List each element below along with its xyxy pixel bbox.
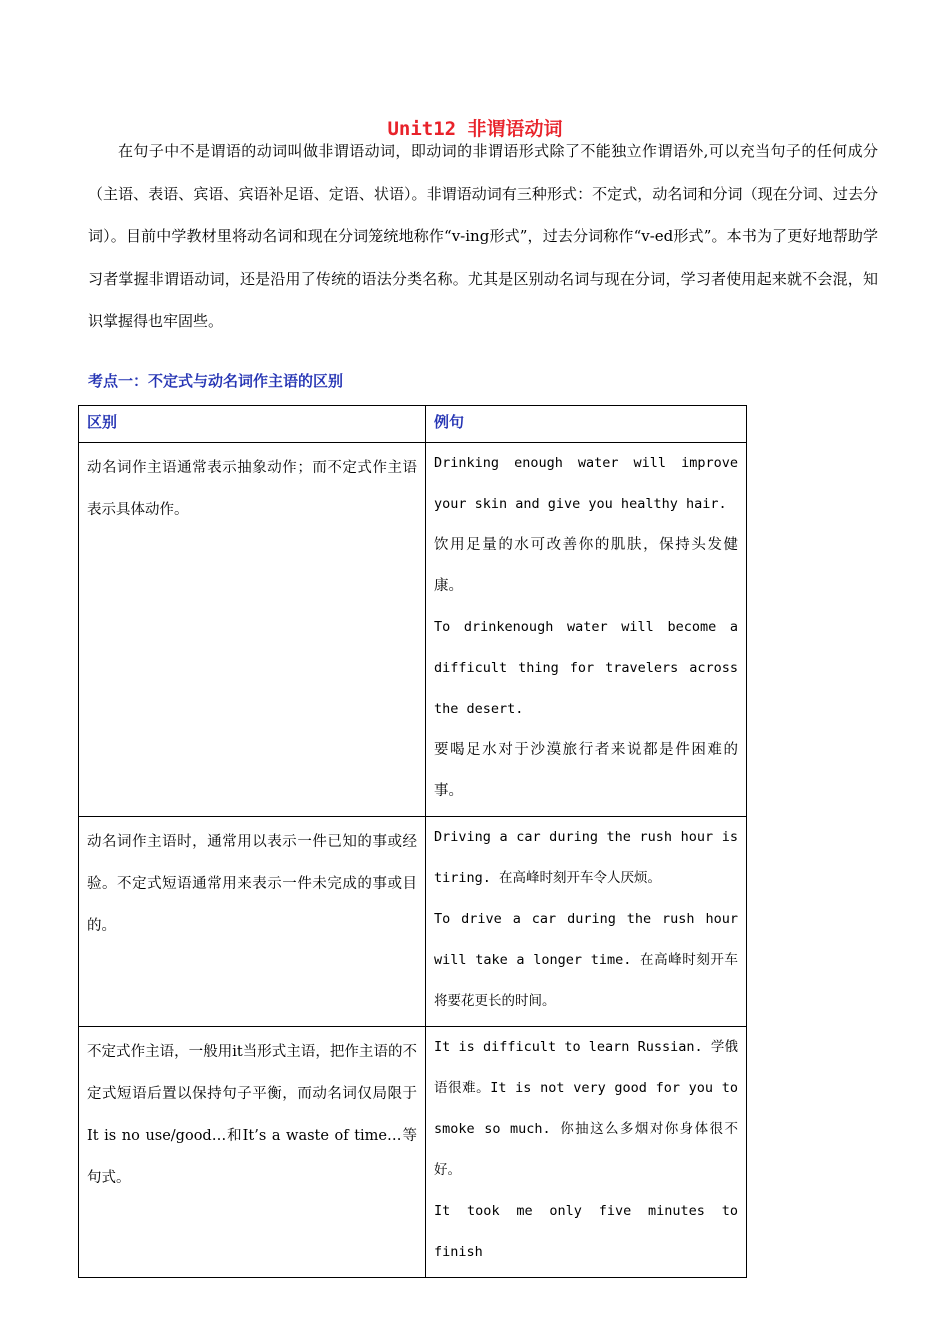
- comparison-table: [78, 405, 747, 1278]
- header-label: 区别: [87, 413, 118, 431]
- rule-cell: [79, 443, 426, 817]
- rule-text: 不定式作主语，一般用it当形式主语，把作主语的不定式短语后置以保持句子平衡，而动名词仅局限于It is no use/good…和It’s a waste of time…等句式。: [87, 1044, 417, 1186]
- header-cell-difference: [79, 406, 426, 443]
- example-sentence: It is difficult to learn Russian. 学俄语很难。It is not very good for you to smoke so much. 你抽这么多烟对你身体很不好。: [434, 1039, 738, 1178]
- example-cell: [426, 443, 747, 817]
- example-sentence: To drive a car during the rush hour will take a longer time. 在高峰时刻开车将要花更长的时间。: [434, 911, 738, 1009]
- table-row: [79, 443, 747, 817]
- rule-cell: [79, 817, 426, 1027]
- example-sentence: Driving a car during the rush hour is tiring. 在高峰时刻开车令人厌烦。: [434, 829, 738, 886]
- example-sentence: It took me only five minutes to finish: [434, 1203, 738, 1260]
- example-cell: [426, 1027, 747, 1278]
- page-title: Unit12 非谓语动词: [387, 118, 563, 140]
- table-header-row: [79, 406, 747, 443]
- example-cell: [426, 817, 747, 1027]
- rule-text: 动名词作主语通常表示抽象动作；而不定式作主语表示具体动作。: [87, 460, 417, 518]
- rule-cell: [79, 1027, 426, 1278]
- example-sentence: To drinkenough water will become a difficult thing for travelers across the desert.: [434, 619, 738, 717]
- example-translation: 饮用足量的水可改善你的肌肤，保持头发健康。: [434, 537, 738, 594]
- header-cell-example: [426, 406, 747, 443]
- section-heading: 考点一：不定式与动名词作主语的区别: [88, 372, 344, 390]
- table-row: [79, 817, 747, 1027]
- header-label: 例句: [434, 413, 465, 431]
- intro-paragraph: 在句子中不是谓语的动词叫做非谓语动词，即动词的非谓语形式除了不能独立作谓语外,可以充当句子的任何成分（主语、表语、宾语、宾语补足语、定语、状语）。非谓语动词有三种形式：不定式，动名词和分词（现在分词、过去分词）。目前中学教材里将动名词和现在分词笼统地称作“v-ing形式”，过去分词称作“v-ed形式”。本书为了更好地帮助学习者掌握非谓语动词，还是沿用了传统的语法分类名称。尤其是区别动名词与现在分词，学习者使用起来就不会混，知识掌握得也牢固些。: [88, 142, 878, 330]
- example-sentence: Drinking enough water will improve your skin and give you healthy hair.: [434, 455, 738, 512]
- example-translation: 要喝足水对于沙漠旅行者来说都是件困难的事。: [434, 742, 738, 799]
- rule-text: 动名词作主语时，通常用以表示一件已知的事或经验。不定式短语通常用来表示一件未完成的事或目的。: [87, 834, 417, 934]
- table-row: [79, 1027, 747, 1278]
